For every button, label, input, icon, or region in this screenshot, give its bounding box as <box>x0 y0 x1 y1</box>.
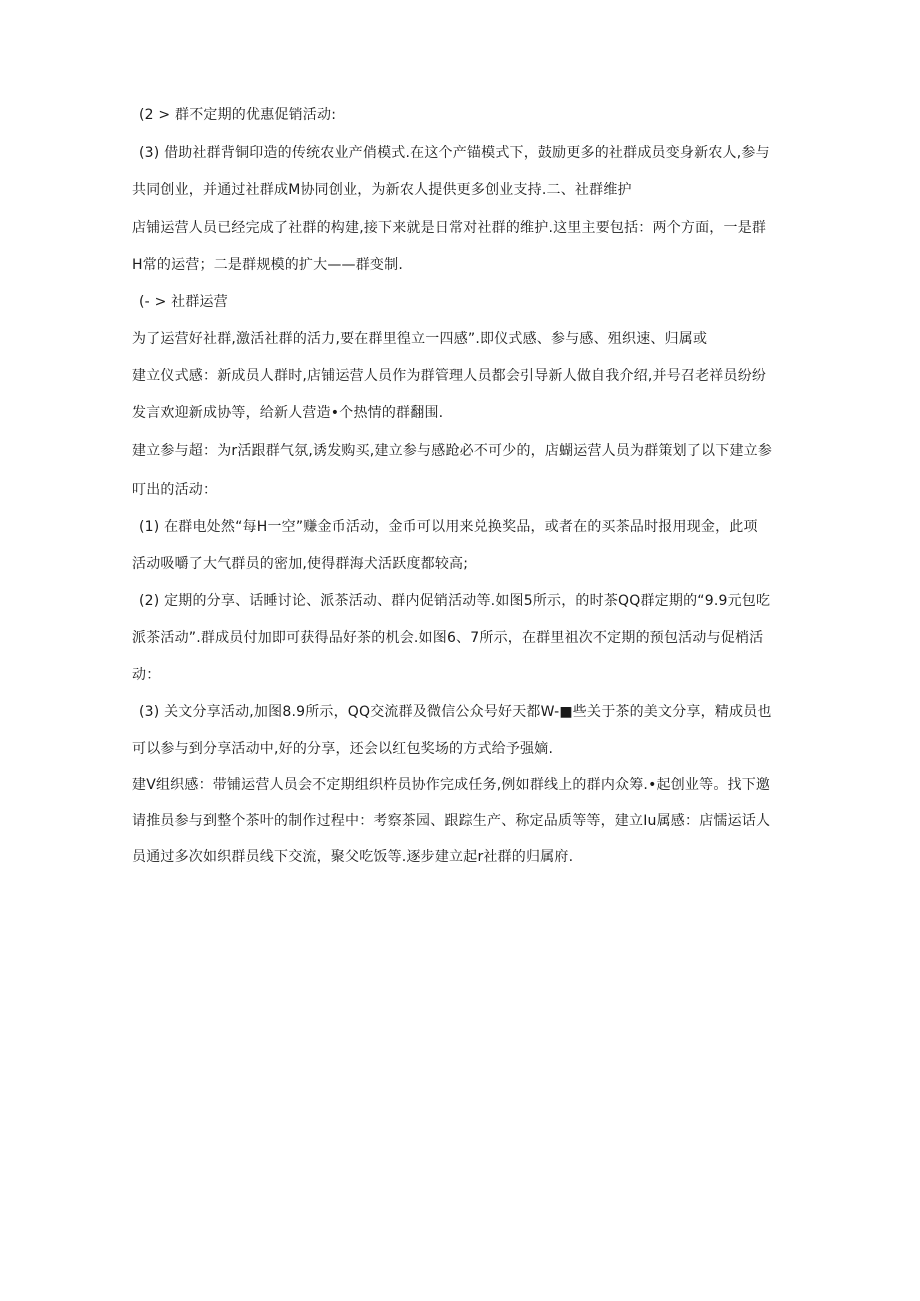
paragraph-line: (2 > 群不定期的优惠促销活动: <box>139 107 337 123</box>
paragraph-line: 建V组织感：带铺运营人员会不定期组织杵员协作完成任务,例如群线上的群内众筹.•起创业等。找下邀 <box>132 777 771 793</box>
paragraph-line: 活动吸嚼了大气群员的密加,使得群海犬活跃度都较高; <box>132 556 469 572</box>
section-heading: (- > 社群运营 <box>139 294 228 310</box>
paragraph-line: 为了运营好社群,激活社群的活力,要在群里徨立一四感”.即仪式感、参与感、殂织速、归属或 <box>132 331 708 347</box>
paragraph-line: 共同创业，并通过社群成M协同创业，为新农人提供更多创业支持.二、社群维护 <box>132 182 632 198</box>
paragraph-line: (3) 关文分享活动,加图8.9所示，QQ交流群及微信公众号好天都W-■些关于茶的美文分享，精成员也 <box>139 704 772 720</box>
paragraph-line: 建立仪式感：新成员人群时,店铺运营人员作为群管理人员都会引导新人做自我介绍,并号召老祥员纷纷 <box>132 368 767 384</box>
paragraph-line: (2) 定期的分享、话睡讨论、派茶活动、群内促销活动等.如图5所示，的时茶QQ群定期的“9.9元包吃 <box>139 593 771 609</box>
paragraph-line: 店铺运营人员已经完成了社群的构建,接下来就是日常对社群的维护.这里主要包括：两个方面，一是群 <box>132 220 767 236</box>
paragraph-line: H常的运营；二是群规模的扩大——群变制. <box>132 257 403 273</box>
paragraph-line: 可以参与到分享活动中,好的分享，还会以红包奖场的方式给予强嫡. <box>132 741 554 757</box>
paragraph-line: 派茶活动”.群成员付加即可获得品好茶的机会.如图6、7所示，在群里祖次不定期的预包活动与促梢活 <box>132 630 764 646</box>
paragraph-line: 发言欢迎新成协等，给新人营造•个热情的群翻围. <box>132 405 444 421</box>
paragraph-line: (3) 借助社群背铜印造的传统农业产俏模式.在这个产锚模式下，鼓励更多的社群成员变身新农人,参与 <box>139 145 770 161</box>
paragraph-line: 员通过多次如织群员线下交流，聚父吃饭等.逐步建立起r社群的归属府. <box>132 849 574 865</box>
paragraph-line: 叮出的活动： <box>132 482 218 498</box>
paragraph-line: 请推员参与到整个茶叶的制作过程中：考察茶园、跟踪生产、称定品质等等，建立Iu属感：店懦运话人 <box>132 813 771 829</box>
paragraph-line: 建立参与超：为r活跟群气氛,诱发购买,建立参与感跄必不可少的，店蝴运营人员为群策划了以下建立参 <box>132 443 773 459</box>
paragraph-line: 动： <box>132 667 161 683</box>
paragraph-line: (1) 在群电处然“每H一空”赚金币活动，金币可以用来兑换奖品，或者在的买茶品时报用现金，此项 <box>139 519 758 535</box>
